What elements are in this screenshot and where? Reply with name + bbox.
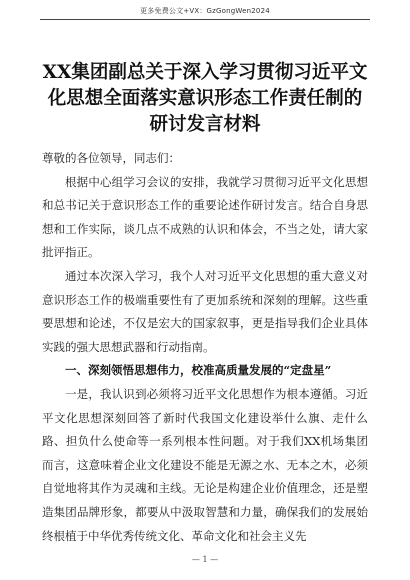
body-paragraph-1: 通过本次深入学习，我个人对习近平文化思想的重大意义对意识形态工作的极端重要性有了更加系统和深刻的理解。这些重要思想和论述，不仅是宏大的国家叙事，更是指导我们企业具体实践的强大思想武器和行动指南。 bbox=[42, 268, 368, 354]
document-body bbox=[42, 147, 368, 548]
page-number: — 1 — bbox=[191, 555, 219, 564]
header-note: 更多免费公文+VX：GzGongWen2024 bbox=[140, 7, 270, 15]
salutation: 尊敬的各位领导，同志们： bbox=[42, 151, 180, 165]
header-divider bbox=[40, 19, 370, 20]
body-paragraph-2: 一是，我认识到必须将习近平文化思想作为根本遵循。习近平文化思想深刻回答了新时代我国文化建设举什么旗、走什么路、担负什么使命等一系列根本性问题。对于我们XX机场集团而言，这意味着企业文化建设不能是无源之水、无本之木，必须自觉地将其作为灵魂和主线。无论是构建企业价值理念，还是塑造集团品牌形象，都要从中汲取智慧和力量，确保我们的发展始终根植于中华优秀传统文化、革命文化和社会主义先 bbox=[42, 386, 368, 543]
body-paragraph-intro: 根据中心组学习会议的安排，我就学习贯彻习近平文化思想和总书记关于意识形态工作的重要论述作研讨发言。结合自身思想和工作实际，谈几点不成熟的认识和体会，不当之处，请大家批评指正。 bbox=[42, 174, 368, 260]
document-title: XX集团副总关于深入学习贯彻习近平文化思想全面落实意识形态工作责任制的研讨发言材料 bbox=[42, 62, 368, 135]
section-heading: 一、深刻领悟思想伟力，校准高质量发展的“定盘星” bbox=[65, 363, 332, 378]
